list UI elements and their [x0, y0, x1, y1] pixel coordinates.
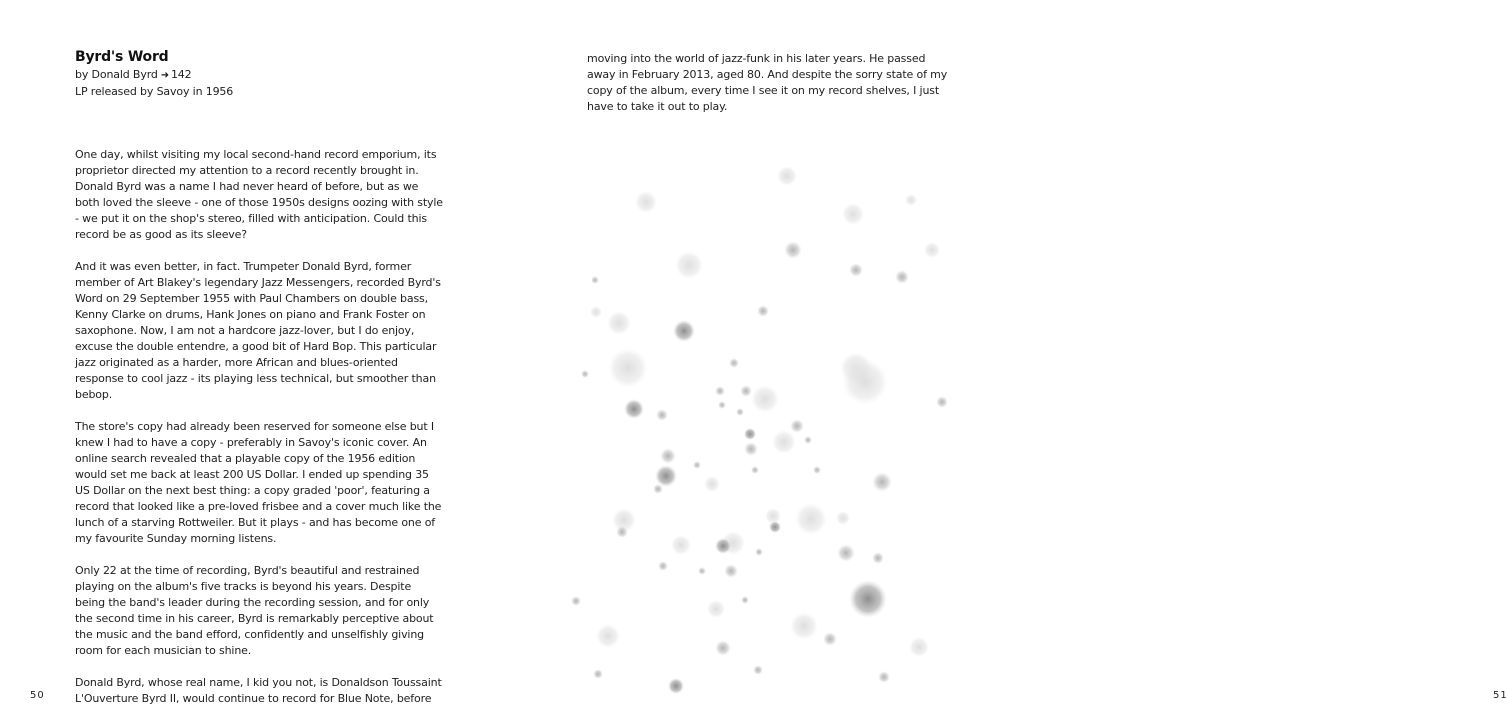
paragraph-3: The store's copy had already been reserved for someone else but I knew I had to have a copy - preferably in Savoy's iconic cover. An online search revealed that a playable copy of the 1956 edition would set me back at least 200 US Dollar. I ended up spending 35 US Dollar on the next best thing: a copy graded 'poor', featuring a record that looked like a pre-loved frisbee and a cover much like the lunch of a starving Rottweiler. But it plays - and has become one of my favourite Sunday morning listens.	[75, 420, 442, 545]
artist-name: by Donald Byrd	[75, 68, 158, 81]
article-body	[75, 147, 443, 723]
paragraph-2: And it was even better, in fact. Trumpeter Donald Byrd, former member of Art Blakey's legendary Jazz Messengers, recorded Byrd's Word on 29 September 1955 with Paul Chambers on double bass, Kenny Clarke on drums, Hank Jones on piano and Frank Foster on saxophone. Now, I am not a hardcore jazz-lover, but I do enjoy, excuse the double entendre, a good bit of Hard Bop. This particular jazz originated as a harder, more African and blues-oriented response to cool jazz - its playing less technical, but smoother than bebop.	[75, 260, 441, 401]
paragraph-4: Only 22 at the time of recording, Byrd's beautiful and restrained playing on the album's five tracks is beyond his years. Despite being the band's leader during the recording session, and for only the second time in his career, Byrd is remarkably perceptive about the music and the band efford, confidently and unselfishly giving room for each musician to shine.	[75, 564, 434, 657]
left-page	[0, 0, 512, 723]
paragraph-continuation: moving into the world of jazz-funk in his later years. He passed away in February 2013, aged 80. And despite the sorry state of my copy of the album, every time I see it on my record shelves, I just have to take it out to play.	[587, 52, 948, 113]
continued-text	[587, 51, 955, 131]
right-arrow-icon: ➜	[160, 70, 169, 81]
article-title: Byrd's Word	[75, 49, 169, 65]
page-number-right: 51	[1493, 690, 1508, 701]
paragraph-5: Donald Byrd, whose real name, I kid you not, is Donaldson Toussaint L'Ouverture Byrd II, would continue to record for Blue Note, before	[75, 676, 442, 705]
artist-line	[75, 67, 455, 84]
paragraph-1: One day, whilst visiting my local second-hand record emporium, its proprietor directed my attention to a record recently brought in. Donald Byrd was a name I had never heard of before, but as we both loved the sleeve - one of those 1950s designs oozing with style - we put it on the shop's stereo, filled with anticipation. Could this record be as good as its sleeve?	[75, 148, 443, 241]
page-number-left: 50	[30, 690, 45, 701]
article-heading	[75, 47, 455, 100]
cross-reference-number: 142	[170, 68, 192, 81]
bubble-illustration	[560, 150, 960, 700]
release-line: LP released by Savoy in 1956	[75, 85, 234, 98]
